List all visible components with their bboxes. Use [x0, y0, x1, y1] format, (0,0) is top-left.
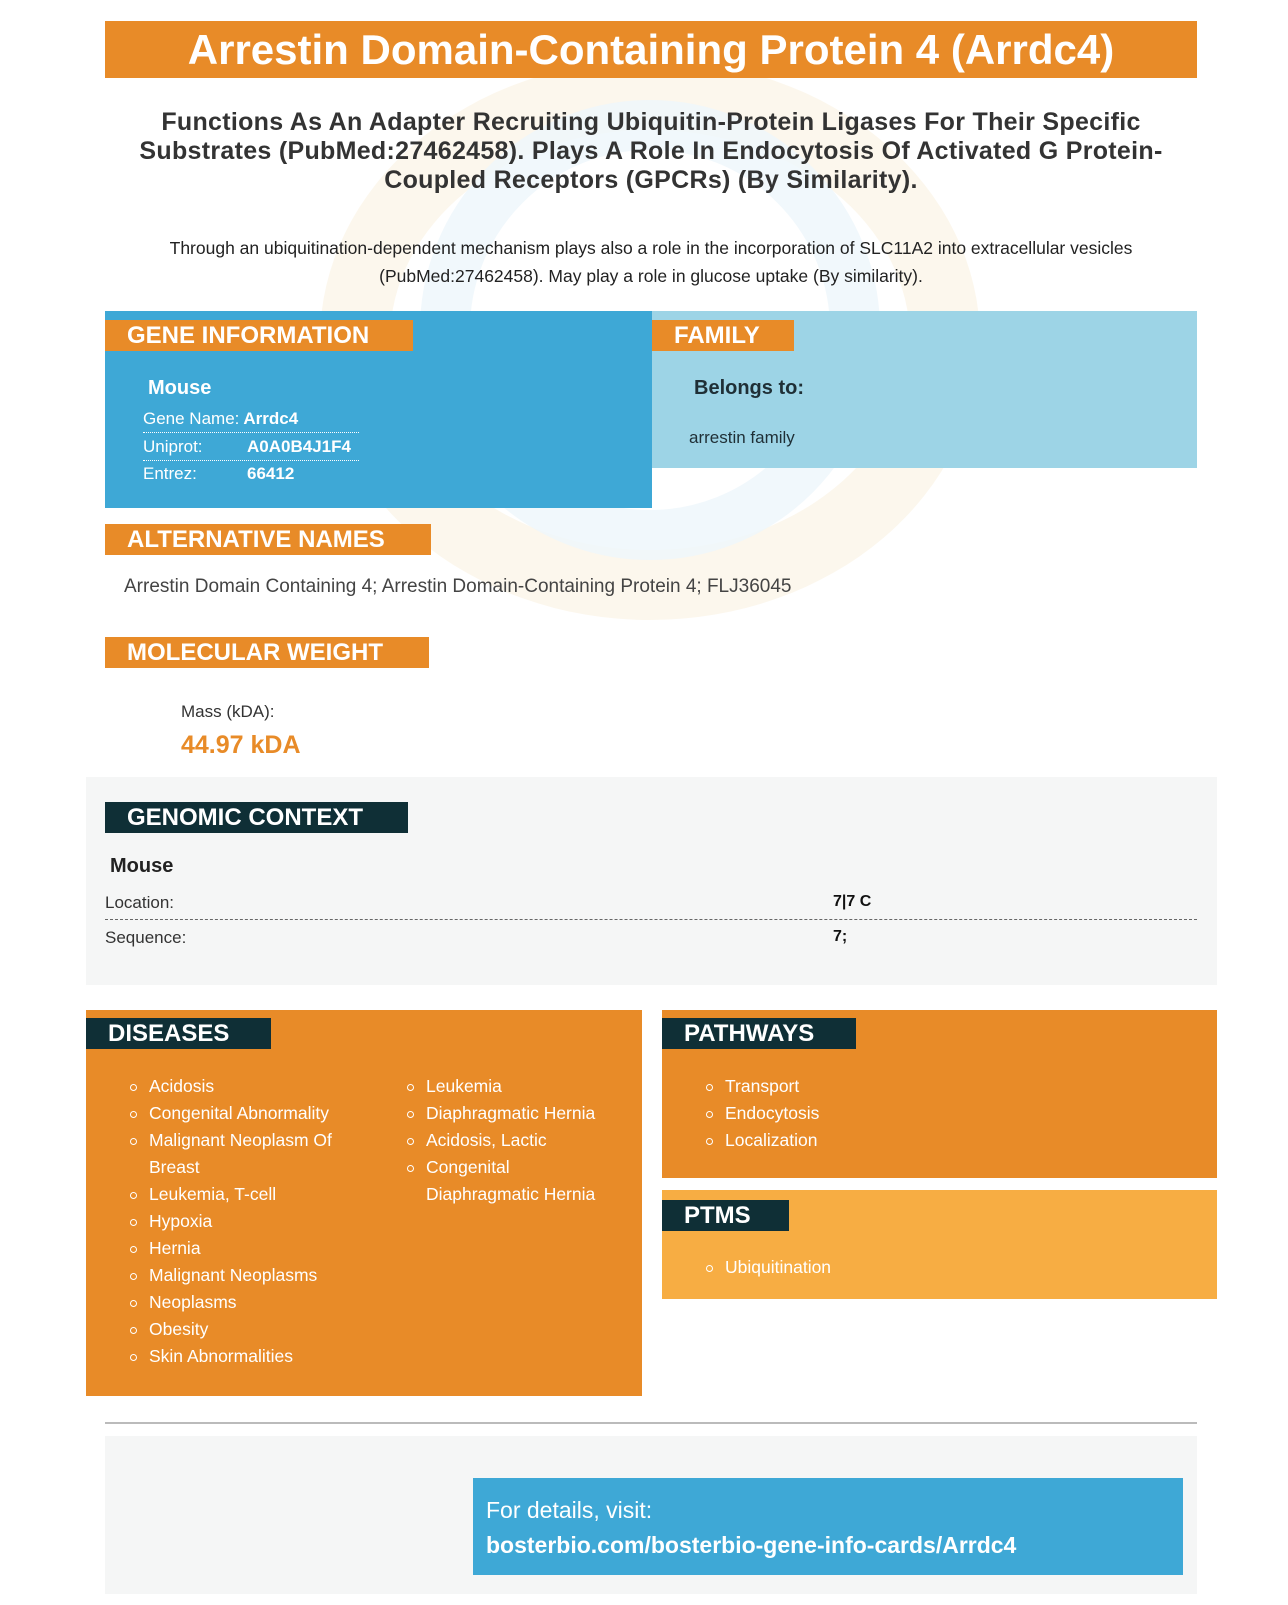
gene-name-row — [143, 405, 359, 432]
diseases-heading: DISEASES — [86, 1018, 271, 1049]
family-belongs-label: Belongs to: — [694, 377, 804, 399]
list-item: Skin Abnormalities — [129, 1343, 349, 1370]
sequence-value: 7; — [833, 928, 848, 945]
genomic-context-heading: GENOMIC CONTEXT — [105, 802, 408, 833]
entrez-value[interactable]: 66412 — [247, 463, 295, 483]
alternative-names-value: Arrestin Domain Containing 4; Arrestin Domain-Containing Protein 4; FLJ36045 — [124, 576, 792, 597]
list-item: Malignant Neoplasm Of Breast — [129, 1127, 349, 1181]
uniprot-label: Uniprot: — [143, 436, 203, 456]
diseases-list-column-1 — [129, 1073, 349, 1370]
list-item: Congenital Diaphragmatic Hernia — [406, 1154, 616, 1208]
gene-name-value: Arrdc4 — [243, 408, 299, 428]
list-item: Hernia — [129, 1235, 349, 1262]
molecular-weight-heading: MOLECULAR WEIGHT — [105, 637, 429, 668]
list-item: Ubiquitination — [705, 1254, 1005, 1281]
list-item: Leukemia, T-cell — [129, 1181, 349, 1208]
ptms-list — [705, 1254, 1005, 1281]
location-label: Location: — [105, 893, 174, 912]
pathways-list — [705, 1073, 1005, 1154]
gene-species: Mouse — [148, 377, 212, 399]
gene-name-label: Gene Name: — [143, 408, 240, 428]
page-title: Arrestin Domain-Containing Protein 4 (Arrdc4) — [105, 21, 1197, 78]
location-row — [105, 887, 1197, 920]
list-item: Diaphragmatic Hernia — [406, 1100, 616, 1127]
list-item: Localization — [705, 1127, 1005, 1154]
list-item: Obesity — [129, 1316, 349, 1343]
mass-label: Mass (kDA): — [181, 702, 275, 721]
gene-information-heading: GENE INFORMATION — [105, 320, 413, 351]
details-label: For details, visit: — [486, 1497, 653, 1523]
sequence-label: Sequence: — [105, 928, 187, 947]
function-description: Through an ubiquitination-dependent mechanism plays also a role in the incorporation of SLC11A2 into extracellular vesicles (PubMed:27462458). May play a role in glucose uptake (By similarity). — [169, 238, 1133, 286]
details-link-card[interactable] — [473, 1478, 1183, 1575]
function-summary: Functions As An Adapter Recruiting Ubiquitin-Protein Ligases For Their Specific Substrates (PubMed:27462458). Plays A Role In Endocytosis Of Activated G Protein-Coupled Receptors (GPCRs) (By Similarity). — [139, 108, 1163, 194]
divider — [105, 1422, 1197, 1424]
location-value: 7|7 C — [833, 893, 872, 910]
details-link[interactable]: bosterbio.com/bosterbio-gene-info-cards/Arrdc4 — [486, 1532, 1017, 1558]
mass-value: 44.97 kDA — [181, 731, 301, 759]
list-item: Hypoxia — [129, 1208, 349, 1235]
sequence-row — [105, 922, 1197, 954]
family-value: arrestin family — [689, 428, 795, 447]
list-item: Acidosis — [129, 1073, 349, 1100]
list-item: Leukemia — [406, 1073, 616, 1100]
list-item: Acidosis, Lactic — [406, 1127, 616, 1154]
list-item: Neoplasms — [129, 1289, 349, 1316]
family-heading: FAMILY — [652, 320, 794, 351]
list-item: Transport — [705, 1073, 1005, 1100]
list-item: Endocytosis — [705, 1100, 1005, 1127]
ptms-heading: PTMS — [662, 1200, 789, 1231]
uniprot-value[interactable]: A0A0B4J1F4 — [247, 436, 351, 456]
pathways-heading: PATHWAYS — [662, 1018, 856, 1049]
entrez-row — [143, 460, 359, 487]
entrez-label: Entrez: — [143, 463, 197, 483]
list-item: Malignant Neoplasms — [129, 1262, 349, 1289]
genomic-species: Mouse — [110, 855, 174, 877]
uniprot-row — [143, 432, 359, 461]
diseases-list-column-2 — [406, 1073, 616, 1208]
list-item: Congenital Abnormality — [129, 1100, 349, 1127]
alternative-names-heading: ALTERNATIVE NAMES — [105, 524, 431, 555]
